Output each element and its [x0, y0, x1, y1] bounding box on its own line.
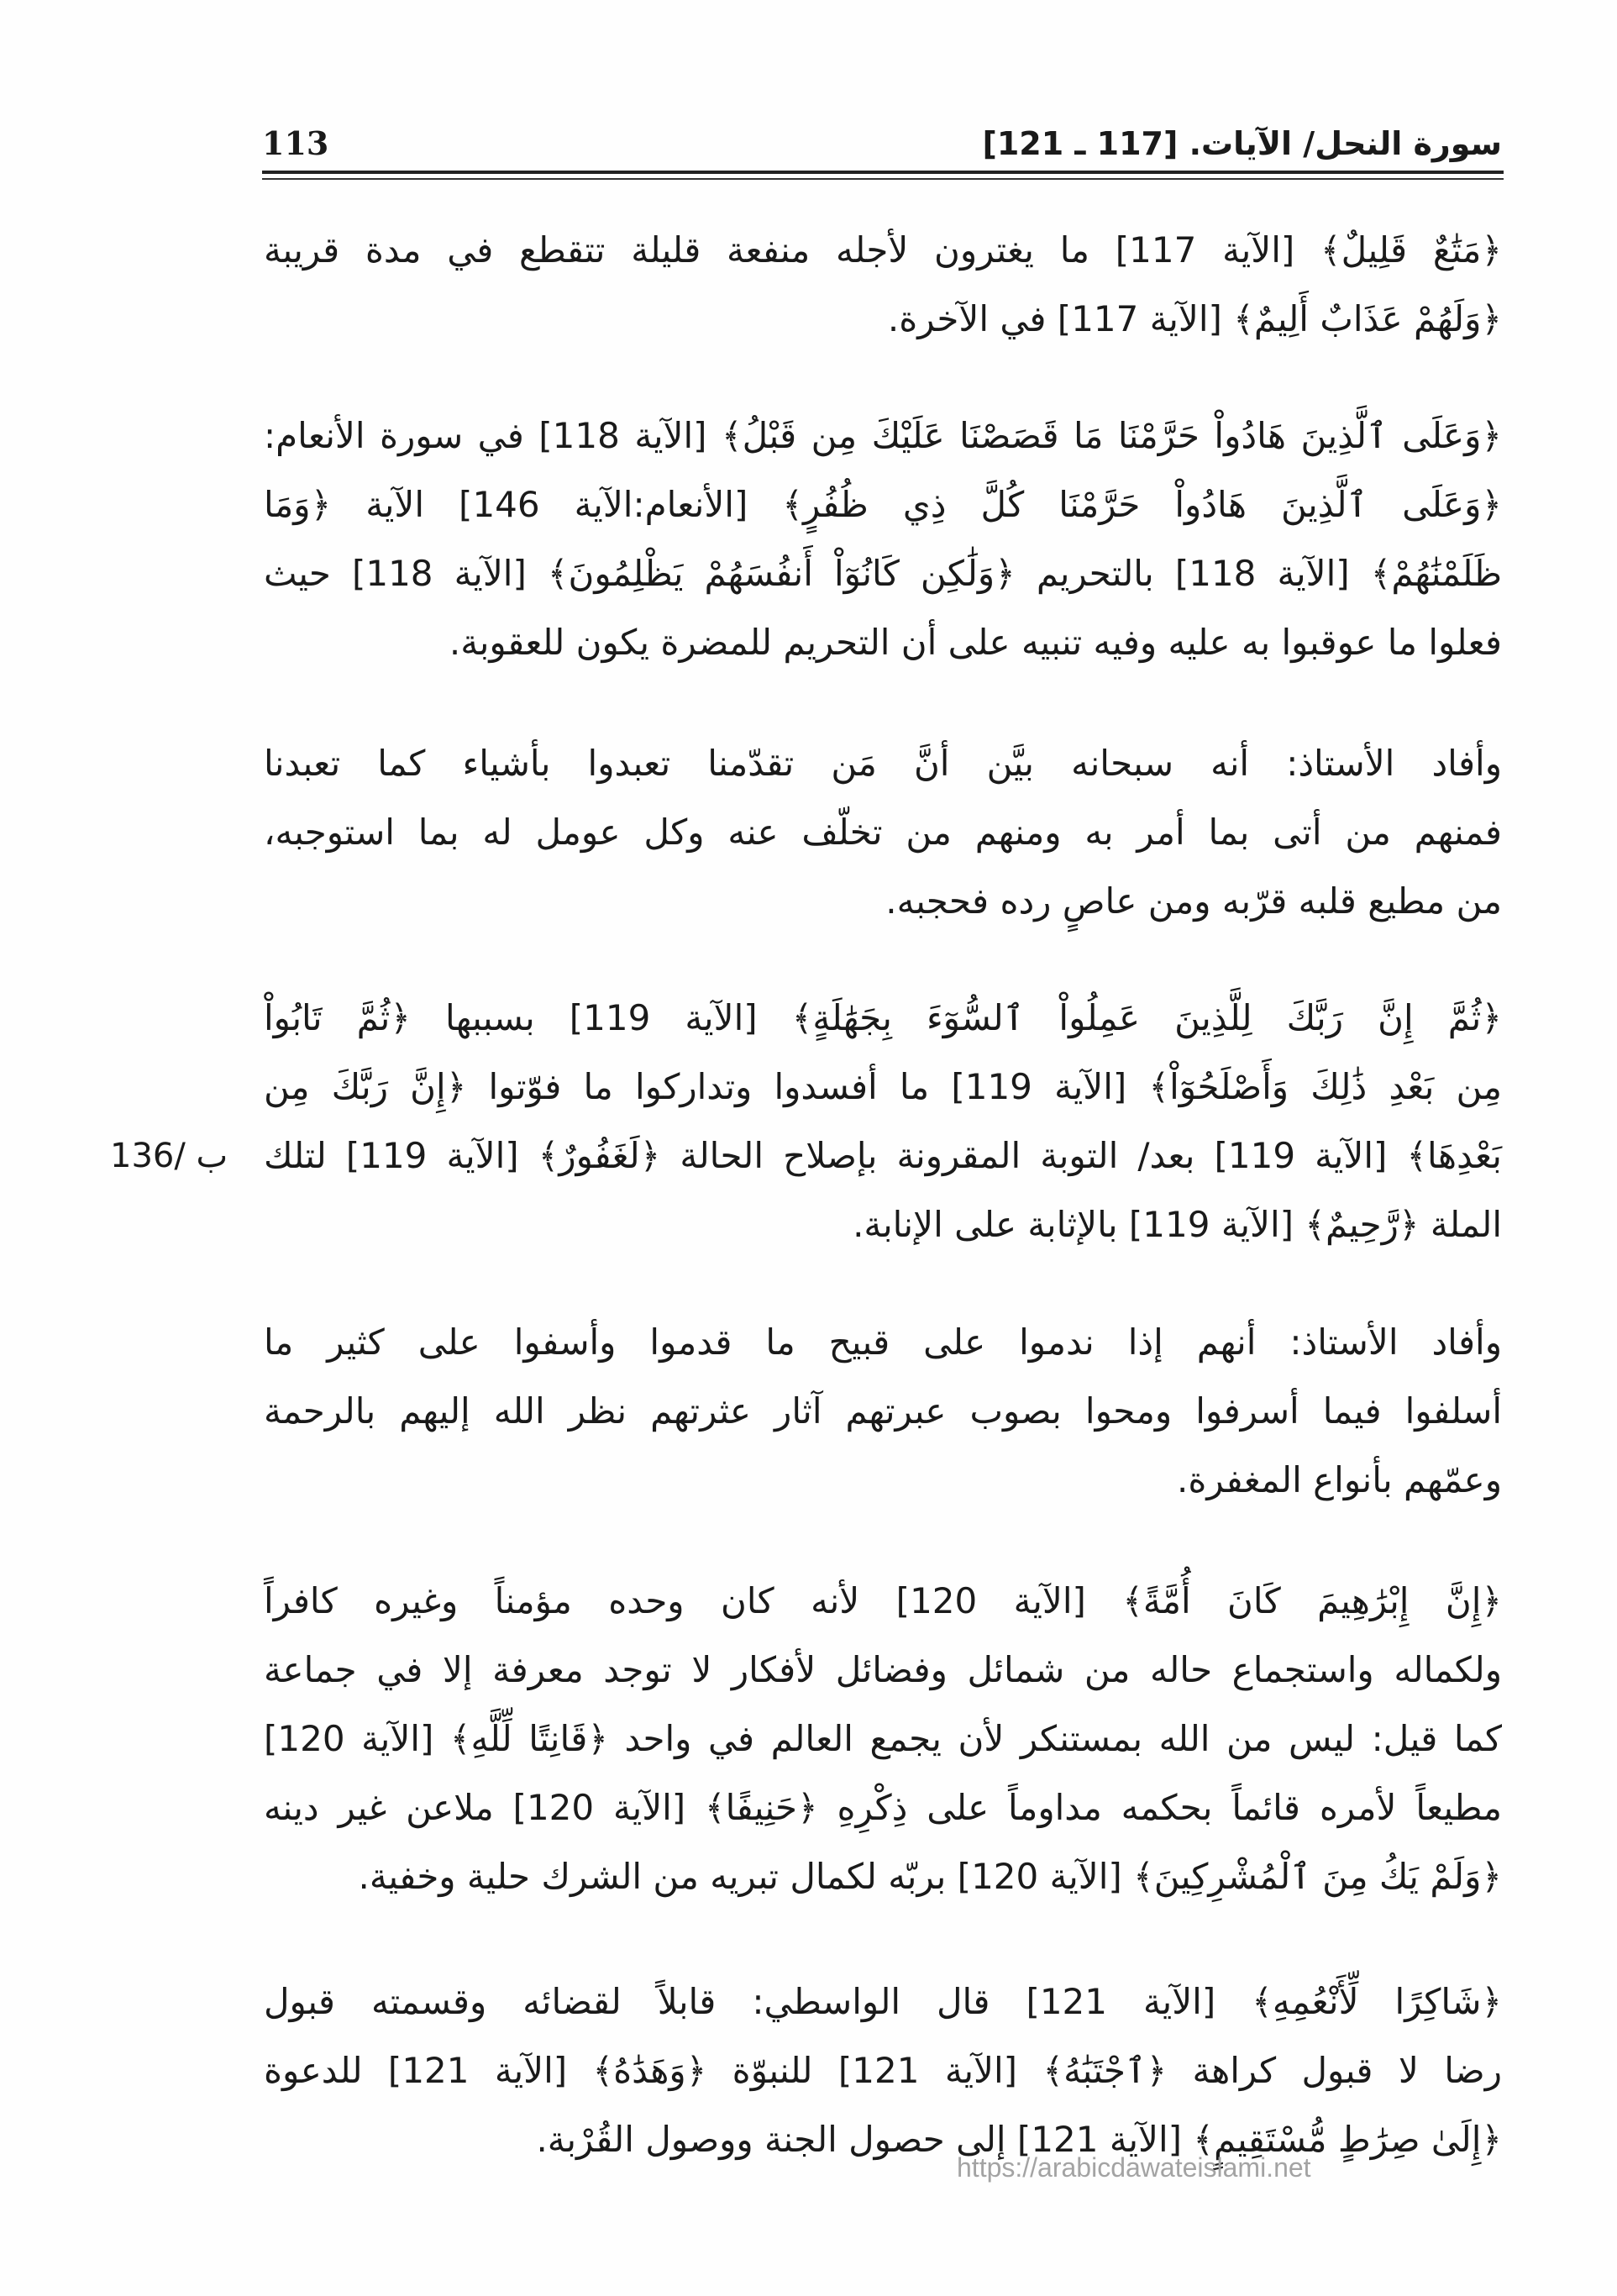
text-line	[262, 470, 1502, 539]
page-number: 113	[262, 124, 329, 162]
text-line-content: من مطيع قلبه قرّبه ومن عاصٍ رده فحجبه.	[885, 880, 1502, 922]
text-line	[262, 1053, 1502, 1122]
paragraph	[262, 1968, 1502, 2174]
text-line-content: ﴿شَاكِرًا لِّأَنْعُمِهِ﴾ [الآية 121] قال الواسطي: قابلاً لقضائه وقسمته قبول	[264, 1981, 1502, 2022]
text-line-content: ﴿مَتَٰعٌ قَلِيلٌ﴾ [الآية 117] ما يغترون لأجله منفعة قليلة تتقطع في مدة قريبة	[264, 229, 1502, 271]
paragraph	[262, 402, 1502, 677]
text-line-content: كما قيل: ليس من الله بمستنكر لأن يجمع العالم في واحد ﴿قَانِتًا لِّلَّهِ﴾ [الآية 120]	[264, 1718, 1502, 1759]
paragraph	[262, 984, 1502, 1259]
text-line	[262, 2105, 1502, 2174]
paragraph	[262, 1308, 1502, 1515]
paragraph	[262, 729, 1502, 936]
text-line	[262, 1773, 1502, 1842]
text-line	[262, 216, 1502, 285]
text-line	[262, 867, 1502, 936]
text-line	[262, 1122, 1502, 1190]
text-line	[262, 2036, 1502, 2105]
text-line-content: وأفاد الأستاذ: أنهم إذا ندموا على قبيح ما قدموا وأسفوا على كثير ما	[264, 1321, 1502, 1363]
text-line	[262, 1308, 1502, 1377]
text-line	[262, 1190, 1502, 1259]
header-rule-thin	[262, 178, 1504, 180]
text-line-content: وأفاد الأستاذ: أنه سبحانه بيَّن أنَّ مَن تقدّمنا تعبدوا بأشياء كما تعبدنا	[264, 743, 1502, 784]
text-line-content: ﴿إِلَىٰ صِرَٰطٍ مُّسْتَقِيمٍ﴾ [الآية 121] إلى حصول الجنة ووصول القُرْبة.	[536, 2119, 1502, 2160]
text-line-content: ﴿وَعَلَى ٱلَّذِينَ هَادُواْ حَرَّمْنَا مَا قَصَصْنَا عَلَيْكَ مِن قَبْلُ﴾ [الآية 118] في سورة الأنعام:	[264, 415, 1502, 456]
text-line	[262, 729, 1502, 798]
text-line	[262, 1567, 1502, 1636]
text-line	[262, 1705, 1502, 1773]
text-line-content: فعلوا ما عوقبوا به عليه وفيه تنبيه على أن التحريم للمضرة يكون للعقوبة.	[449, 622, 1502, 663]
text-line-content: مطيعاً لأمره قائماً بحكمه مداوماً على ذِكْرِهِ ﴿حَنِيفًا﴾ [الآية 120] ملاعن غير دينه	[264, 1787, 1502, 1828]
text-line-content: ﴿إِنَّ إِبْرَٰهِيمَ كَانَ أُمَّةً﴾ [الآية 120] لأنه كان وحده مؤمناً وغيره كافراً	[263, 1580, 1502, 1621]
text-line	[262, 1446, 1502, 1515]
text-line	[262, 1377, 1502, 1446]
paragraph	[262, 216, 1502, 354]
text-line-content: ﴿وَعَلَى ٱلَّذِينَ هَادُواْ حَرَّمْنَا كُلَّ ذِي ظُفُرٍ﴾ [الأنعام:الآية 146] الآية ﴿وَمَا	[264, 484, 1502, 525]
text-line-content: مِن بَعْدِ ذَٰلِكَ وَأَصْلَحُوٓاْ﴾ [الآية 119] ما أفسدوا وتداركوا ما فوّتوا ﴿إِنَّ رَبَّكَ مِن	[263, 1066, 1502, 1107]
watermark-url: https://arabicdawateislami.net	[957, 2152, 1311, 2183]
running-header	[262, 118, 1502, 170]
text-line-content: الملة ﴿رَّحِيمٌ﴾ [الآية 119] بالإثابة على الإنابة.	[853, 1204, 1502, 1245]
text-line	[262, 539, 1502, 608]
text-line	[262, 1842, 1502, 1911]
paragraph	[262, 1567, 1502, 1911]
text-line	[262, 285, 1502, 354]
text-line-content: أسلفوا فيما أسرفوا ومحوا بصوب عبرتهم آثار عثرتهم نظر الله إليهم بالرحمة	[264, 1390, 1502, 1432]
text-line-content: رضا لا قبول كراهة ﴿ٱجْتَبَٰهُ﴾ [الآية 121] للنبوّة ﴿وَهَدَٰهُ﴾ [الآية 121] للدعوة	[264, 2050, 1502, 2091]
text-line-content: فمنهم من أتى بما أمر به ومنهم من تخلّف عنه وكل عومل له بما استوجبه،	[264, 812, 1502, 853]
text-line	[262, 798, 1502, 867]
text-line-content: ﴿وَلَمْ يَكُ مِنَ ٱلْمُشْرِكِينَ﴾ [الآية 120] بربّه لكمال تبريه من الشرك حلية وخفية.	[358, 1856, 1502, 1897]
running-header-title: سورة النحل/ الآيات. [117 ـ 121]	[982, 125, 1502, 162]
text-line-content: ﴿ثُمَّ إِنَّ رَبَّكَ لِلَّذِينَ عَمِلُواْ ٱلسُّوٓءَ بِجَهَٰلَةٍ﴾ [الآية 119] بسببها ﴿ثُمَّ تَابُواْ	[264, 997, 1502, 1038]
text-line-content: ظَلَمْنَٰهُمْ﴾ [الآية 118] بالتحريم ﴿وَلَٰكِن كَانُوٓاْ أَنفُسَهُمْ يَظْلِمُونَ﴾ [الآية 118] حيث	[264, 553, 1502, 594]
text-line	[262, 608, 1502, 677]
text-line	[262, 984, 1502, 1053]
text-line-content: ﴿وَلَهُمْ عَذَابٌ أَلِيمٌ﴾ [الآية 117] في الآخرة.	[887, 298, 1502, 339]
text-line-content: بَعْدِهَا﴾ [الآية 119] بعد/ التوبة المقرونة بإصلاح الحالة ﴿لَغَفُورٌ﴾ [الآية 119] لتلك	[264, 1135, 1502, 1176]
text-line-content: ولكماله واستجماع حاله من شمائل وفضائل لأفكار لا توجد معرفة إلا في جماعة	[264, 1649, 1502, 1690]
text-line	[262, 402, 1502, 470]
header-rule	[262, 171, 1504, 174]
manuscript-folio-note: 136/ ب	[110, 1137, 228, 1175]
text-line	[262, 1968, 1502, 2036]
text-line	[262, 1636, 1502, 1705]
text-line-content: وعمّهم بأنواع المغفرة.	[1176, 1459, 1502, 1500]
